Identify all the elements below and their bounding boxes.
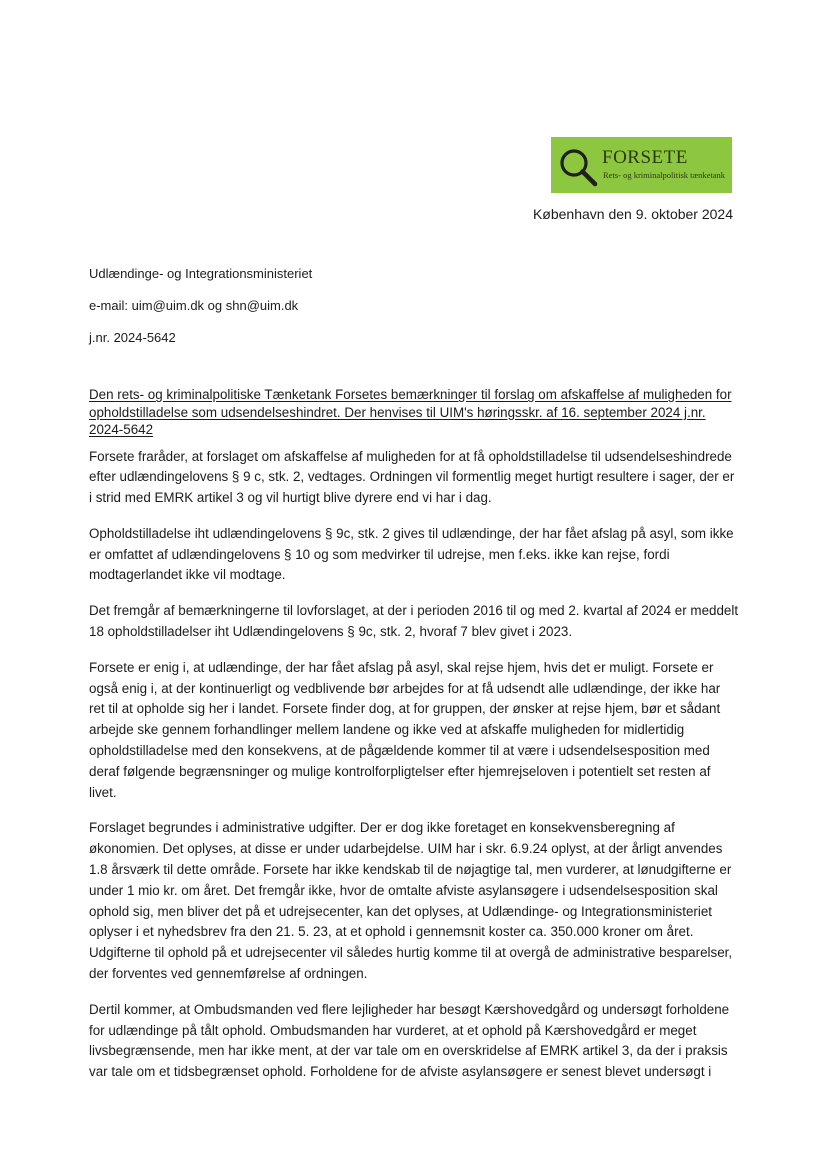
- paragraph: Forsete fraråder, at forslaget om afskaffelse af muligheden for at få opholdstilladelse til udsendelseshindrede efter udlændingelovens § 9 c, stk. 2, vedtages. Ordningen vil formentlig meget hurtigt resultere i sager, der er i strid med EMRK artikel 3 og vil hurtigt blive dyrere end vi har i dag.: [89, 448, 735, 506]
- logo-tagline: Rets- og kriminalpolitisk tænketank: [603, 170, 726, 180]
- magnifying-glass-icon: [557, 146, 601, 190]
- letter-date: København den 9. oktober 2024: [532, 206, 733, 222]
- recipient-email: e-mail: uim@uim.dk og shn@uim.dk: [89, 298, 299, 313]
- paragraph: Forslaget begrundes i administrative udgifter. Der er dog ikke foretaget en konsekvensberegning af økonomien. Det oplyses, at disse er under udarbejdelse. UIM har i skr. 6.9.24 oplyst, at der årligt anvendes 1.8 årsværk til dette område. Forsete har ikke kendskab til de nøjagtige tal, men vurderer, at lønudgifterne er under 1 mio kr. om året. Det fremgår ikke, hvor de omtalte afviste asylansøgere i udsendelsesposition skal ophold sig, men bliver det på et udrejsecenter, kan det oplyses, at Udlændinge- og Integrationsministeriet oplyser i et nyhedsbrev fra den 21. 5. 23, at et ophold i gennemsnit koster ca. 350.000 kroner om året. Udgifterne til ophold på et udrejsecenter vil således hurtig komme til at overgå de administrative besparelser, der forventes ved gennemførelse af ordningen.: [89, 820, 733, 982]
- forsete-logo: [551, 137, 732, 193]
- letter-subject-heading: Den rets- og kriminalpolitiske Tænketank Forsetes bemærkninger til forslag om afskaffelse af muligheden for opholdstilladelse som udsendelseshindret. Der henvises til UIM's høringsskr. af 16. september 2024 j.nr. 2024-5642: [89, 387, 732, 437]
- paragraph: Det fremgår af bemærkningerne til lovforslaget, at der i perioden 2016 til og med 2. kvartal af 2024 er meddelt 18 opholdstilladelser iht Udlændingelovens § 9c, stk. 2, hvoraf 7 blev givet i 2023.: [89, 603, 739, 640]
- recipient-name: Udlændinge- og Integrationsministeriet: [89, 266, 313, 281]
- journal-number: j.nr. 2024-5642: [89, 330, 176, 345]
- paragraph: Forsete er enig i, at udlændinge, der har fået afslag på asyl, skal rejse hjem, hvis det er muligt. Forsete er også enig i, at der kontinuerligt og vedblivende bør arbejdes for at få udsendt alle udlændinge, der ikke har ret til at opholde sig her i landet. Forsete finder dog, at for gruppen, der ønsker at rejse hjem, bør et sådant arbejde ske gennem forhandlinger mellem landene og ikke ved at afskaffe muligheden for midlertidig opholdstilladelse med den konsekvens, at de pågældende kommer til at være i udsendelsesposition med deraf følgende begrænsninger og mulige kontrolforpligtelser efter hjemrejseloven i potentielt set resten af livet.: [89, 659, 721, 800]
- paragraph: Dertil kommer, at Ombudsmanden ved flere lejligheder har besøgt Kærshovedgård og undersøgt forholdene for udlændinge på tålt ophold. Ombudsmanden har vurderet, at et ophold på Kærshovedgård er meget livsbegrænsende, men har ikke ment, at der var tale om en overskridelse af EMRK artikel 3, da der i praksis var tale om et tidsbegrænset ophold. Forholdene for de afviste asylansøgere er senest blevet undersøgt i: [89, 1001, 730, 1080]
- paragraph: Opholdstilladelse iht udlændingelovens § 9c, stk. 2 gives til udlændinge, der har fået afslag på asyl, som ikke er omfattet af udlændingelovens § 10 og som medvirker til udrejse, men f.eks. ikke kan rejse, fordi modtagerlandet ikke vil modtage.: [89, 525, 734, 583]
- logo-name: FORSETE: [602, 147, 688, 168]
- letter-body: [89, 386, 739, 1098]
